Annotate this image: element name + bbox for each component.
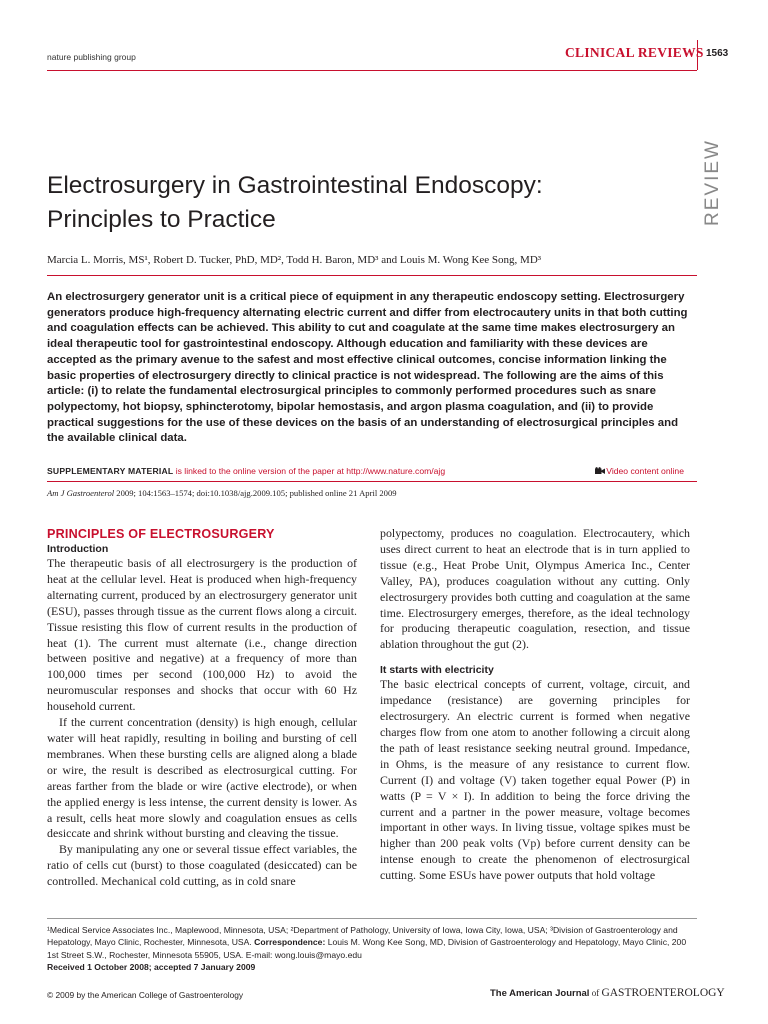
footnote-rule — [47, 918, 697, 919]
paragraph: The therapeutic basis of all electrosurgery is the production of heat at the cellular level. Heat is produced when high-frequency alternating current, produced by an electrosurgery generator unit (ESU), passes through tissue as the current flows along a circuit. Tissue resisting this flow of current results in the production of heat (1). The current must alternate (i.e., change direction between positive and negative) at a frequency of more than 100,000 times per second (100,000 Hz) to avoid the neuromuscular responses and shocks that occur with 60 Hz household current. — [47, 556, 357, 714]
paragraph: polypectomy, produces no coagulation. Electrocautery, which uses direct current to heat an electrode that is in turn applied to tissue (e.g., Heat Probe Unit, Olympus America Inc., Center Valley, PA), produces coagulation without any cutting. Only electrosurgery provides both cutting and coagulation at the same time. Electrosurgery emerges, therefore, as the ideal technology for producing therapeutic coagulation, resection, and tissue ablation throughout the gut (2). — [380, 526, 690, 652]
received-dates: Received 1 October 2008; accepted 7 January 2009 — [47, 961, 256, 972]
citation-journal: Am J Gastroenterol — [47, 488, 115, 498]
journal-name-of: of — [589, 988, 602, 998]
vertical-review-label — [694, 139, 734, 230]
body-column-left — [47, 526, 357, 890]
subsection-heading-electricity: It starts with electricity — [380, 664, 494, 677]
journal-name-prefix: The American Journal — [490, 988, 590, 999]
subsection-heading-introduction: Introduction — [47, 543, 109, 555]
supplementary-rule — [47, 481, 697, 482]
article-title — [47, 169, 687, 237]
supplementary-link[interactable]: is linked to the online version of the paper at http://www.nature.com/ajg — [173, 466, 446, 476]
correspondence-label: Correspondence: — [251, 937, 326, 948]
section-label: CLINICAL REVIEWS — [565, 45, 704, 60]
publisher-name: nature publishing group — [47, 52, 136, 62]
paragraph: The basic electrical concepts of current, voltage, circuit, and impedance (resistance) are governing principles for electrosurgery. An electric current is formed when negative charges flow from one atom to another following a circuit along the path of least resistance seeking neutral ground. Impedance, in Ohms, is the measure of any resistance to current flow. Current (I) and voltage (V) taken together equal Power (P) in watts (P = V × I). In addition to being the force driving the current and a partner in the power measure, voltage becomes important in other ways. In living tissue, voltage spikes must be higher than 200 peak volts (Vp) before current density can be intense enough to create the phenomenon of electrosurgical cutting. Some ESUs have power outputs that hold voltage — [380, 677, 690, 883]
author-affiliations — [47, 924, 697, 973]
article-title-line2: Principles to Practice — [47, 206, 276, 233]
header-rule-divider — [697, 40, 698, 70]
affiliations-text: ¹Medical Service Associates Inc., Maplewood, Minnesota, USA; ²Department of Pathology, University of Iowa, Iowa City, Iowa, USA; ³Division of Gastroenterology and Hepatology, Mayo Clinic, Rochester, Minnesota, USA. — [47, 925, 678, 948]
copyright-notice: © 2009 by the American College of Gastroenterology — [47, 990, 244, 1000]
video-content-link[interactable] — [595, 466, 684, 476]
supplementary-row — [47, 466, 697, 480]
journal-name-suffix: GASTROENTEROLOGY — [601, 987, 725, 999]
article-authors: Marcia L. Morris, MS¹, Robert D. Tucker, PhD, MD², Todd H. Baron, MD³ and Louis M. Wong Kee Song, MD³ — [47, 254, 542, 266]
body-column-right — [380, 526, 690, 884]
paragraph: If the current concentration (density) is high enough, cellular water will heat rapidly, resulting in boiling and bursting of cell membranes. When these bursting cells are aligned along a blade or wire, the result is described as electrosurgical cutting. For areas farther from the blade or wire (active electrode), or when the applied energy is less intense, the current density is lower. As a result, cells heat more slowly and coagulation ensues as cells desiccate and shrink without bursting and cleaving the tissue. — [47, 715, 357, 841]
spacer — [380, 653, 690, 663]
journal-name — [490, 987, 725, 999]
video-camera-icon — [595, 467, 605, 475]
citation-details: 2009; 104:1563–1574; doi:10.1038/ajg.2009.105; published online 21 April 2009 — [114, 488, 397, 498]
correspondence-text: Louis M. Wong Kee Song, MD, Division of Gastroenterology and Hepatology, Mayo Clinic, 200 1st Street S.W., Rochester, Minnesota 55905, USA. E-mail: wong.louis@mayo.edu — [47, 937, 687, 960]
title-rule — [47, 275, 697, 276]
section-heading: PRINCIPLES OF ELECTROSURGERY — [47, 527, 275, 541]
header-rule — [47, 70, 697, 71]
vertical-review-text: REVIEW — [702, 139, 723, 226]
supplementary-label: SUPPLEMENTARY MATERIAL — [47, 466, 174, 476]
article-citation — [47, 488, 397, 498]
video-content-text: Video content online — [606, 466, 684, 476]
article-title-line1: Electrosurgery in Gastrointestinal Endoscopy: — [47, 172, 543, 199]
article-abstract: An electrosurgery generator unit is a critical piece of equipment in any therapeutic endoscopy setting. Electrosurgery generators produce high-frequency alternating electric current and differ from electrocautery units in that both cutting and coagulation effects can be achieved. This ability to cut and coagulate at the same time makes electrosurgery an ideal therapeutic tool for gastrointestinal endoscopy. Although education and familiarity with these devices are accepted as the primary avenue to the safest and most effective clinical outcomes, concise information linking the basic properties of electrosurgery directly to clinical practice is not widespread. The following are the aims of this article: (i) to relate the fundamental electrosurgical principles to commonly performed procedures such as snare polypectomy, hot biopsy, sphincterotomy, bipolar hemostasis, and argon plasma coagulation, and (ii) to provide practical suggestions for the use of these devices on the basis of an understanding of electrosurgical principles and the available clinical data. — [47, 291, 688, 445]
page-number: 1563 — [706, 48, 729, 59]
paragraph: By manipulating any one or several tissue effect variables, the ratio of cells cut (burst) to those coagulated (desiccated) can be controlled. Mechanical cold cutting, as in cold snare — [47, 842, 357, 889]
